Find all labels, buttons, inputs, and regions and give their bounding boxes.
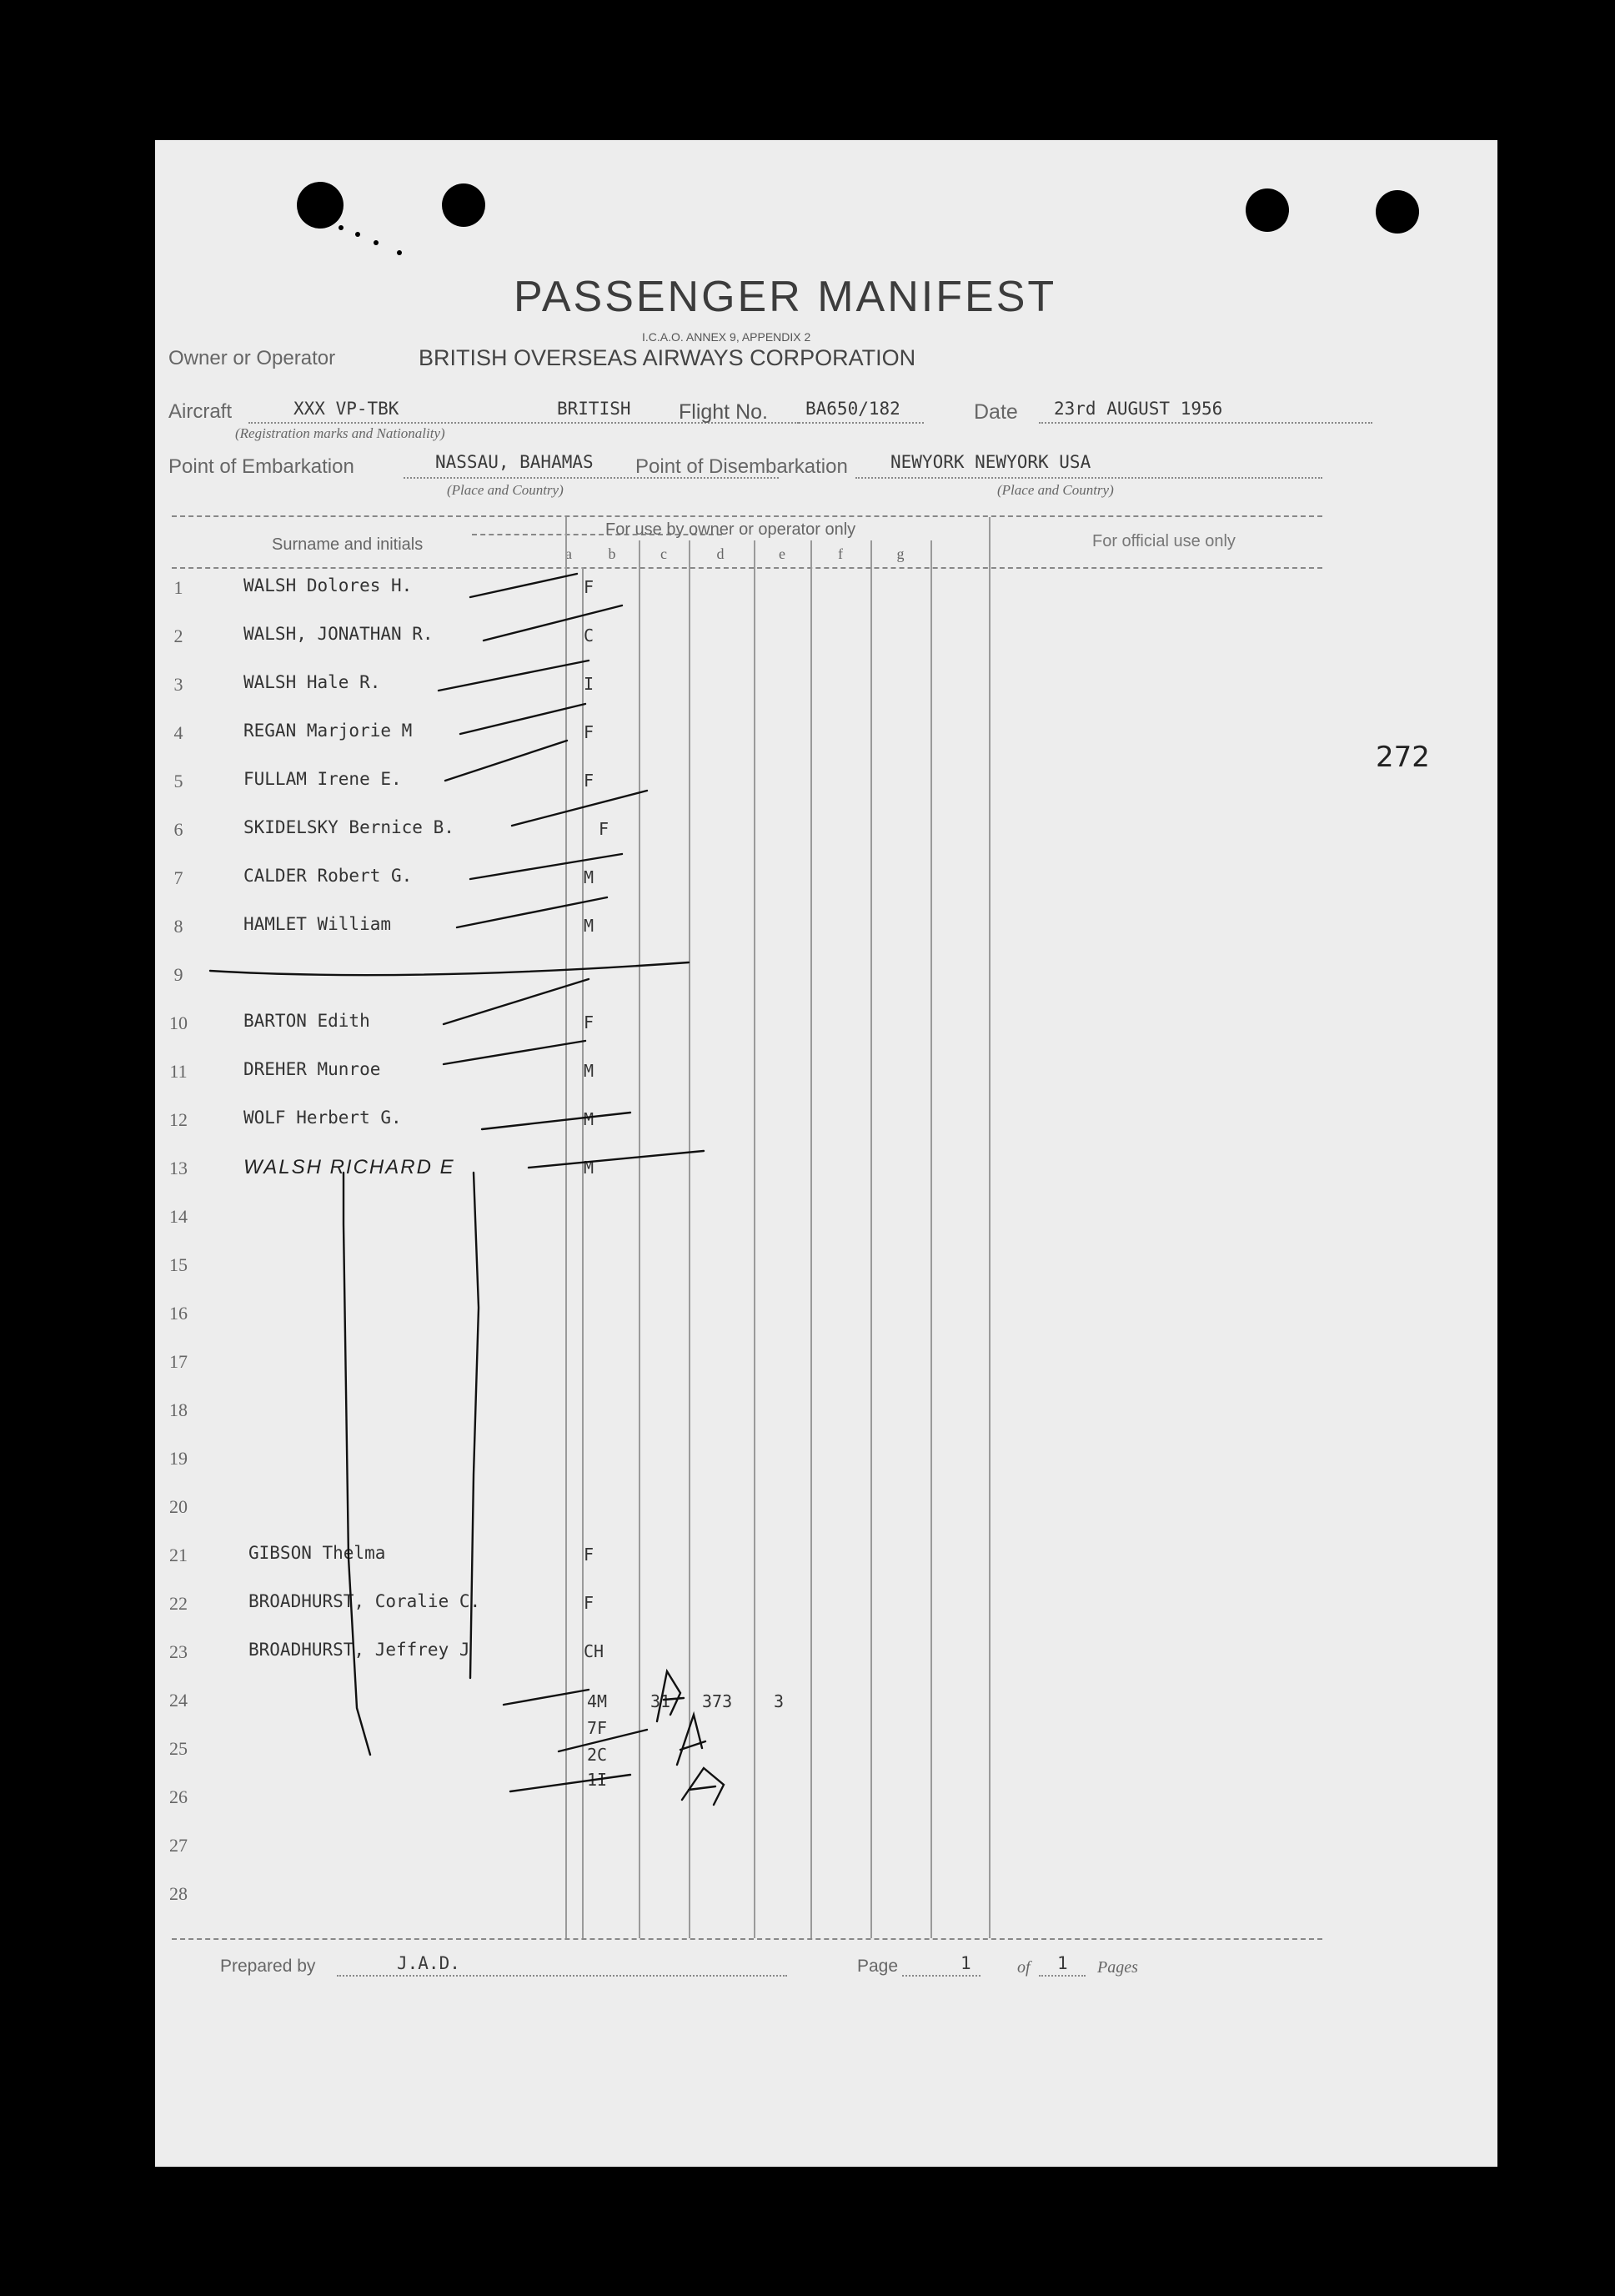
page-title: PASSENGER MANIFEST: [514, 273, 1057, 321]
passenger-category: 4M: [587, 1691, 608, 1711]
row-number: 20: [169, 1496, 188, 1517]
passenger-category: M: [584, 867, 594, 887]
passenger-name: REGAN Marjorie M: [243, 721, 413, 741]
row-number: 10: [169, 1012, 188, 1033]
passenger-category: 2C: [587, 1745, 608, 1765]
date-value: 23rd AUGUST 1956: [1054, 399, 1223, 419]
date-label: Date: [974, 400, 1018, 424]
row-number: 27: [169, 1835, 188, 1856]
embarkation-value: NASSAU, BAHAMAS: [435, 452, 594, 472]
column-header-b: b: [608, 545, 616, 562]
aircraft-caption: (Registration marks and Nationality): [235, 425, 445, 441]
row-number: 11: [169, 1061, 188, 1082]
row-number: 16: [169, 1303, 188, 1324]
aircraft-label: Aircraft: [168, 400, 233, 423]
passenger-name: HAMLET William: [243, 914, 392, 934]
flight-label: Flight No.: [679, 400, 768, 424]
strike-line: [460, 704, 585, 734]
passenger-category: M: [584, 916, 594, 936]
embarkation-label: Point of Embarkation: [168, 455, 354, 478]
column-header-a: a: [565, 545, 572, 562]
aircraft-nationality: BRITISH: [557, 399, 631, 419]
page-subtitle: I.C.A.O. ANNEX 9, APPENDIX 2: [642, 330, 811, 344]
passenger-name: WALSH RICHARD E: [243, 1156, 455, 1178]
row-number: 5: [173, 771, 183, 791]
row-number: 24: [169, 1690, 188, 1711]
strike-line: [484, 605, 622, 641]
passenger-name: SKIDELSKY Bernice B.: [243, 817, 454, 837]
owner-value: BRITISH OVERSEAS AIRWAYS CORPORATION: [419, 345, 916, 370]
bracket-line: [344, 1173, 370, 1755]
passenger-name: GIBSON Thelma: [248, 1543, 386, 1563]
strike-line: [510, 1775, 630, 1791]
total-b: 31: [650, 1691, 671, 1711]
row-number: 28: [169, 1883, 188, 1904]
passenger-category: F: [584, 722, 594, 742]
row-number: 18: [169, 1399, 188, 1420]
owner-label: Owner or Operator: [168, 347, 336, 369]
strike-line: [444, 979, 589, 1024]
disembarkation-label: Point of Disembarkation: [635, 455, 848, 478]
disembarkation-caption: (Place and Country): [997, 482, 1114, 498]
strike-line: [512, 791, 647, 826]
pages-label: Pages: [1097, 1958, 1138, 1977]
page-label: Page: [857, 1957, 899, 1976]
flight-value: BA650/182: [805, 399, 900, 419]
row-number: 8: [173, 916, 183, 937]
row-number: 17: [169, 1351, 188, 1372]
passenger-category: C: [584, 625, 594, 646]
passenger-name: WALSH Hale R.: [243, 672, 381, 692]
initial-mark: [657, 1671, 684, 1721]
passenger-name: WOLF Herbert G.: [243, 1108, 402, 1128]
embarkation-caption: (Place and Country): [447, 482, 564, 498]
manifest-sheet: [155, 140, 1497, 2167]
row-number: 1: [173, 577, 183, 598]
passenger-name: BROADHURST, Coralie C.: [248, 1591, 481, 1611]
row-number: 7: [173, 867, 183, 888]
stamp-number: 272: [1376, 741, 1430, 774]
passenger-category: F: [584, 771, 594, 791]
initial-mark: [677, 1715, 705, 1765]
column-header-f: f: [838, 545, 843, 562]
strike-line: [457, 897, 607, 927]
official-column-header: For official use only: [1092, 532, 1236, 550]
passenger-name: BROADHURST, Jeffrey J: [248, 1640, 470, 1660]
row-number: 12: [169, 1109, 188, 1130]
passenger-category: F: [599, 819, 609, 839]
passenger-name: FULLAM Irene E.: [243, 769, 402, 789]
passenger-category: F: [584, 1593, 594, 1613]
row-number: 6: [173, 819, 183, 840]
passenger-category: 7F: [587, 1718, 608, 1738]
row-number: 9: [173, 964, 183, 985]
strike-line: [210, 962, 689, 975]
column-header-d: d: [716, 545, 725, 562]
name-column-header: Surname and initials: [272, 535, 424, 554]
passenger-name: WALSH, JONATHAN R.: [243, 624, 434, 644]
prepared-by-value: J.A.D.: [397, 1953, 460, 1973]
disembarkation-value: NEWYORK NEWYORK USA: [890, 452, 1091, 472]
aircraft-value: XXX VP-TBK: [293, 399, 399, 419]
row-number: 14: [169, 1206, 188, 1227]
passenger-category: F: [584, 1545, 594, 1565]
owner-columns-header: For use by owner or operator only: [605, 520, 856, 539]
strike-line: [482, 1113, 630, 1129]
passenger-name: BARTON Edith: [243, 1011, 370, 1031]
total-d: 3: [774, 1691, 785, 1711]
row-number: 2: [173, 625, 183, 646]
handwritten-marks: [155, 140, 1497, 2167]
bracket-line: [470, 1173, 479, 1678]
passenger-name: WALSH Dolores H.: [243, 575, 413, 595]
strike-line: [559, 1730, 647, 1751]
row-number: 13: [169, 1158, 188, 1178]
page-value: 1: [960, 1953, 971, 1973]
strike-line: [470, 574, 577, 597]
prepared-by-label: Prepared by: [220, 1957, 316, 1976]
strike-line: [444, 1041, 585, 1064]
initial-mark: [682, 1768, 724, 1805]
column-header-c: c: [660, 545, 667, 562]
row-number: 25: [169, 1738, 188, 1759]
row-number: 26: [169, 1786, 188, 1807]
row-number: 15: [169, 1254, 188, 1275]
passenger-category: M: [584, 1109, 594, 1129]
row-number: 23: [169, 1641, 188, 1662]
total-code-extra: 1I: [587, 1770, 608, 1790]
passenger-category: M: [584, 1061, 594, 1081]
total-c: 373: [702, 1691, 733, 1711]
column-header-g: g: [896, 545, 905, 562]
of-value: 1: [1057, 1953, 1068, 1973]
of-label: of: [1017, 1958, 1031, 1977]
passenger-category: M: [584, 1158, 594, 1178]
strike-line: [445, 741, 567, 781]
row-number: 19: [169, 1448, 188, 1469]
passenger-category: I: [584, 674, 594, 694]
column-header-e: e: [779, 545, 785, 562]
row-number: 4: [173, 722, 183, 743]
row-number: 21: [169, 1545, 188, 1565]
passenger-category: F: [584, 1012, 594, 1032]
strike-line: [504, 1690, 589, 1705]
passenger-name: CALDER Robert G.: [243, 866, 413, 886]
strike-line: [439, 661, 589, 691]
row-number: 22: [169, 1593, 188, 1614]
passenger-category: F: [584, 577, 594, 597]
strike-line: [470, 854, 622, 879]
passenger-name: DREHER Munroe: [243, 1059, 381, 1079]
row-number: 3: [173, 674, 183, 695]
strike-line: [529, 1151, 704, 1168]
passenger-category: CH: [584, 1641, 604, 1661]
